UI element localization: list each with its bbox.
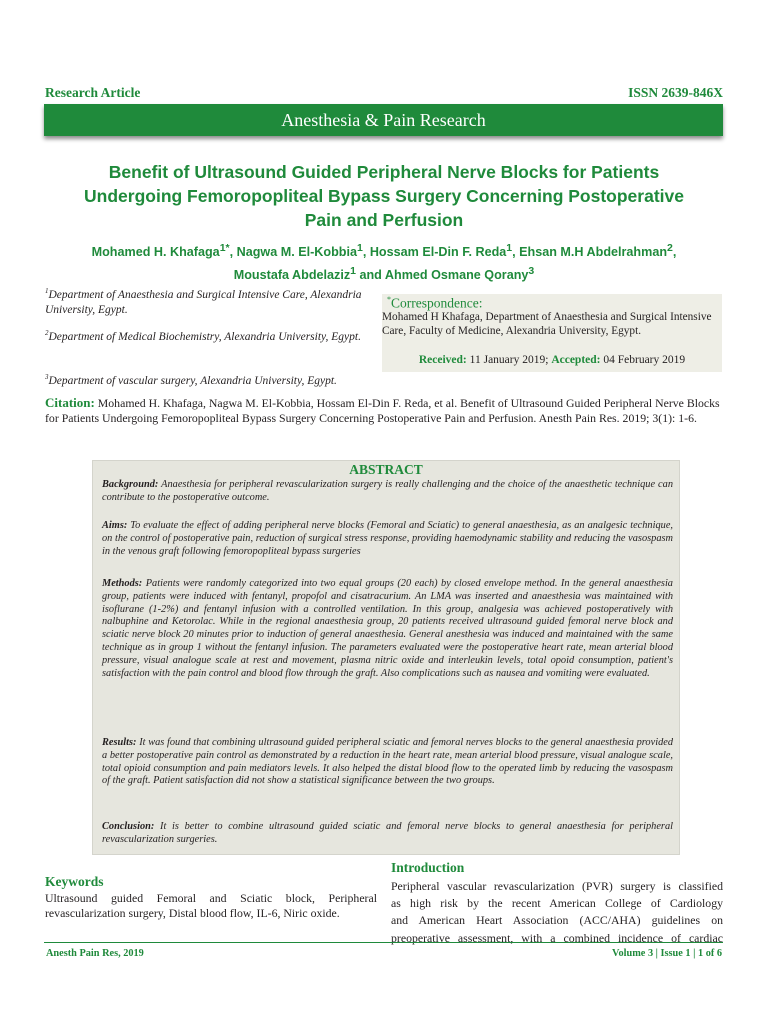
title-line: Benefit of Ultrasound Guided Peripheral Nerve Blocks for Patients	[108, 162, 660, 182]
section-text: It is better to combine ultrasound guided sciatic and femoral nerve blocks to general anaesthesia for peripheral revascularization surgeries.	[102, 821, 673, 845]
author-line-1: Mohamed H. Khafaga$^{1*}$, Nagwa M. El-Kobbia$^1$, Hossam El-Din F. Reda$^1$, Ehsan M.H Abdelrahman$^2$,	[91, 242, 677, 260]
section-label: Methods:	[102, 578, 143, 589]
author-name: Hossam El-Din F. Reda	[369, 245, 507, 260]
author-name: Moustafa Abdelaziz	[233, 268, 351, 283]
abstract-methods	[102, 578, 673, 680]
citation-block	[45, 395, 723, 427]
author-name: Mohamed H. Khafaga	[91, 245, 220, 260]
issn-label: ISSN 2639-846X	[628, 85, 723, 100]
section-label: Results:	[102, 737, 137, 748]
author-sup: 2	[667, 242, 673, 254]
author-conjunction: and	[359, 268, 382, 283]
affiliation-text: Department of vascular surgery, Alexandria University, Egypt.	[48, 374, 337, 387]
affiliation-2	[45, 326, 367, 345]
affiliation-1	[45, 284, 367, 318]
correspondence-text: Mohamed H Khafaga, Department of Anaesthesia and Surgical Intensive Care, Faculty of Medicine, Alexandria University, Egypt.	[382, 311, 712, 337]
intro-line: and American Heart Association (ACC/AHA) guidelines on	[391, 913, 723, 928]
correspondence-marker: *	[387, 295, 391, 304]
author-sup: 1	[506, 242, 513, 254]
section-text: Anaesthesia for peripheral revascularization surgery is really challenging and the choice of the anaesthetic technique can contribute to the postoperative outcome.	[102, 479, 673, 503]
section-label: Background:	[102, 479, 159, 490]
abstract-results	[102, 737, 673, 788]
introduction-heading: Introduction	[391, 860, 465, 875]
keywords-heading: Keywords	[45, 874, 104, 889]
footer-page-info: Volume 3 | Issue 1 | 1 of 6	[612, 948, 722, 959]
citation-text: Mohamed H. Khafaga, Nagwa M. El-Kobbia, Hossam El-Din F. Reda, et al. Benefit of Ultrasound Guided Peripheral Nerve Blocks for Patients Undergoing Femoropopliteal Bypass Surgery Concerning Postoperative Pain and Perfusion. Anesth Pain Res. 2019; 3(1): 1-6.	[45, 396, 720, 426]
intro-line: as high risk by the recent American College of Cardiology	[391, 896, 723, 911]
correspondence-heading-text: Correspondence:	[391, 295, 483, 311]
received-date: 11 January 2019;	[469, 354, 549, 366]
received-label: Received:	[418, 354, 467, 366]
author-sup: 1	[356, 242, 363, 254]
article-type-label: Research Article	[45, 85, 141, 100]
intro-line: Peripheral vascular revascularization (PVR) surgery is classified	[391, 879, 723, 893]
article-dates	[382, 354, 722, 366]
author-line-2	[40, 262, 728, 285]
affiliation-sup: 2	[45, 329, 49, 337]
citation-label: Citation:	[45, 395, 95, 410]
author-sup: 1	[350, 265, 356, 278]
affiliation-3	[45, 370, 367, 389]
intro-line: preoperative assessment, with a combined incidence of cardiac	[391, 930, 723, 945]
author-sup: 3	[528, 265, 535, 278]
footer-rule	[44, 942, 723, 943]
footer-journal-ref: Anesth Pain Res, 2019	[46, 948, 144, 959]
section-text: Patients were randomly categorized into two equal groups (20 each) by closed envelope method. In the general anaesthesia group, patients were induced with fentanyl, propofol and cisatracurium. An LMA was inserted and anaesthesia was maintained with isoflurane (1-2%) and fentanyl infusion with a controlled ventilation. In this group, analgesia was achieved postoperatively with nalbuphine and Ketorolac. While in the regional anaesthesia group, 20 patients received ultrasound guided femoral nerve block and sciatic nerve block 20 minutes prior to induction of general anaesthesia. General anesthesia was induced and maintained with the same technique as in group 1 without the fentanyl infusion. The parameters evaluated were the postoperative heart rate, mean arterial blood pressure, visual analogue scale at rest and movement, plasma nitric oxide and interleukin levels, total opoid consumption, patient's satisfaction with the pain control and blood flow through the graft. Also complications such as nausea and vomiting were evaluated.	[102, 578, 673, 679]
abstract-aims	[102, 520, 673, 558]
title-line: Undergoing Femoropopliteal Bypass Surgery Concerning Postoperative	[84, 186, 684, 206]
affiliation-sup: 1	[45, 287, 49, 295]
author-sup: 1*	[219, 242, 230, 254]
accepted-date: 04 February 2019	[603, 354, 686, 366]
author-name: Ehsan M.H Abdelrahman	[519, 245, 668, 260]
abstract-background	[102, 479, 673, 505]
section-text: To evaluate the effect of adding peripheral nerve blocks (Femoral and Sciatic) to general anaesthesia, as an analgesic technique, on the control of postoperative pain, reduction of surgical stress response, providing haemodynamic stability and reducing the vasospasm in the venous graft following femoropopliteal bypass surgeries	[102, 520, 673, 557]
affiliation-text: Department of Anaesthesia and Surgical Intensive Care, Alexandria University, Egypt.	[45, 288, 362, 316]
abstract-conclusion	[102, 821, 673, 847]
author-name: Ahmed Osmane Qorany	[384, 268, 529, 283]
correspondence-box	[382, 294, 722, 372]
paper-title	[40, 160, 728, 232]
introduction-text	[391, 878, 723, 947]
journal-banner: Anesthesia & Pain Research	[44, 104, 723, 136]
abstract-box	[92, 460, 680, 855]
author-name: Nagwa M. El-Kobbia	[236, 245, 357, 260]
accepted-label: Accepted:	[551, 354, 601, 366]
abstract-heading: ABSTRACT	[349, 462, 423, 477]
author-list	[40, 239, 728, 285]
keywords-text: Ultrasound guided Femoral and Sciatic block, Peripheral revascularization surgery, Distal blood flow, IL-6, Niric oxide.	[45, 891, 377, 920]
section-label: Conclusion:	[102, 821, 155, 832]
section-label: Aims:	[102, 520, 128, 531]
section-text: It was found that combining ultrasound guided peripheral sciatic and femoral nerves blocks to the general anaesthesia provided a better postoperative pain control as demonstrated by a reduction in the heart rate, mean arterial blood pressure, visual analogue scale, total opioid consumption and pain mediators levels. It also helped the distal blood flow to the operated limb by reducing the vasospasm of the graft. Patient satisfaction did not show a statistical significance between the two groups.	[102, 737, 673, 787]
affiliation-text: Department of Medical Biochemistry, Alexandria University, Egypt.	[48, 330, 361, 343]
title-line: Pain and Perfusion	[304, 210, 464, 230]
affiliation-sup: 3	[45, 373, 49, 381]
